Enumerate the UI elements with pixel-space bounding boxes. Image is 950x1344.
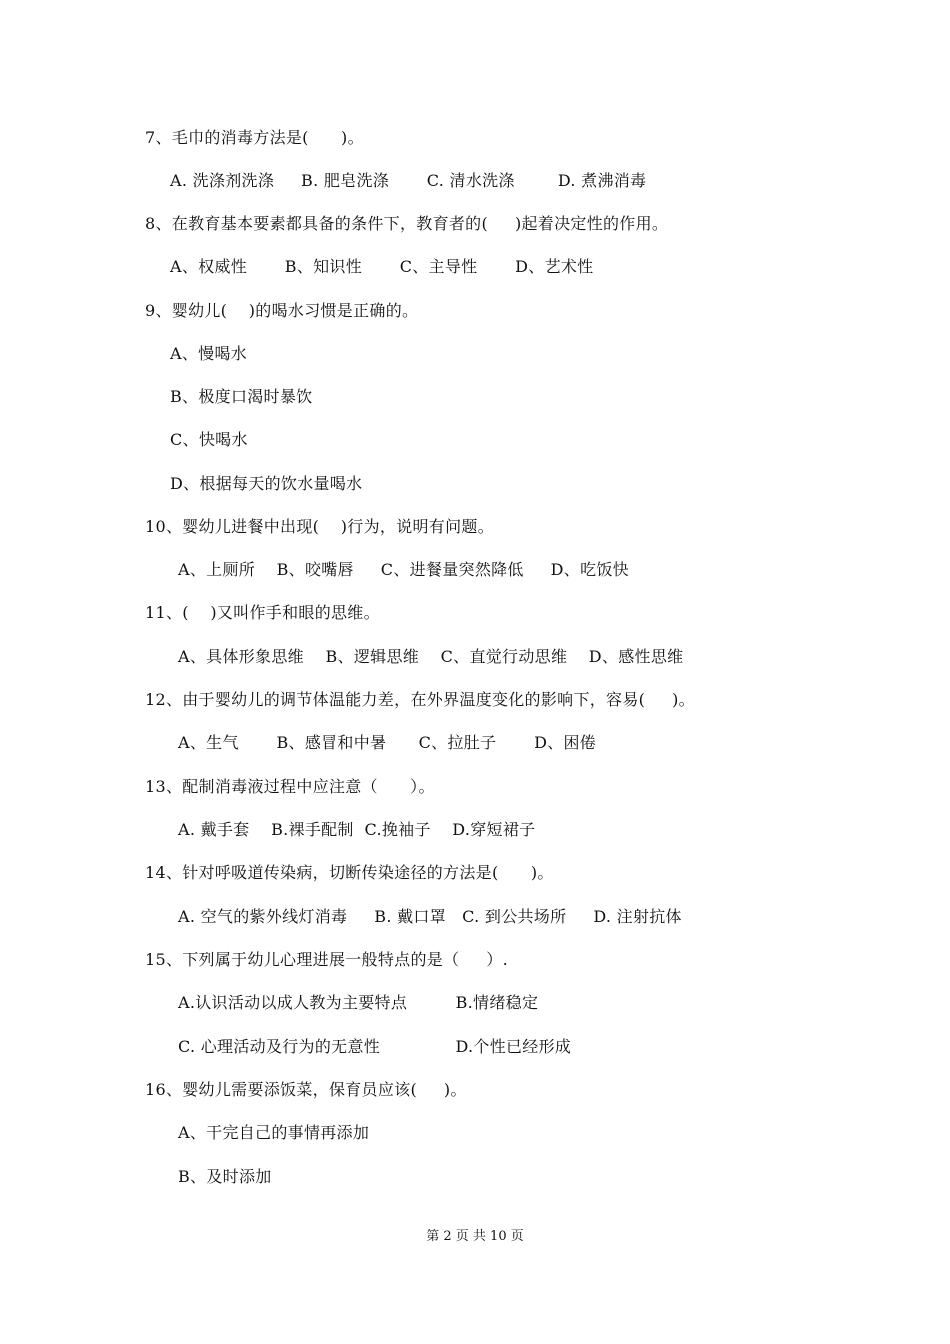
question-10-stem: 10、婴幼儿进餐中出现( )行为，说明有问题。 [145,517,494,536]
question-12-options: A、生气 B、感冒和中暑 C、拉肚子 D、困倦 [178,733,597,752]
question-16-option-a: A、干完自己的事情再添加 [178,1123,370,1142]
question-7-options: A. 洗涤剂洗涤 B. 肥皂洗涤 C. 清水洗涤 D. 煮沸消毒 [170,171,647,190]
question-15-options-cd: C. 心理活动及行为的无意性 D.个性已经形成 [178,1037,572,1056]
question-11-stem: 11、( )又叫作手和眼的思维。 [145,603,380,622]
question-10-options: A、上厕所 B、咬嘴唇 C、进餐量突然降低 D、吃饭快 [178,560,629,579]
question-16-stem: 16、婴幼儿需要添饭菜，保育员应该( )。 [145,1080,467,1099]
question-9-option-c: C、快喝水 [170,430,248,449]
question-12-stem: 12、由于婴幼儿的调节体温能力差，在外界温度变化的影响下，容易( )。 [145,690,695,709]
question-8-options: A、权威性 B、知识性 C、主导性 D、艺术性 [170,257,594,276]
question-9-stem: 9、婴幼儿( )的喝水习惯是正确的。 [145,301,419,320]
question-14-stem: 14、针对呼吸道传染病，切断传染途径的方法是( )。 [145,863,554,882]
question-8-stem: 8、在教育基本要素都具备的条件下，教育者的( )起着决定性的作用。 [145,214,669,233]
question-7-stem: 7、毛巾的消毒方法是( )。 [145,128,364,147]
question-11-options: A、具体形象思维 B、逻辑思维 C、直觉行动思维 D、感性思维 [178,647,684,666]
page-number-footer: 第 2 页 共 10 页 [426,1229,524,1244]
question-16-option-b: B、及时添加 [178,1167,272,1186]
question-13-stem: 13、配制消毒液过程中应注意（ ）。 [145,777,435,796]
question-9-option-d: D、根据每天的饮水量喝水 [170,474,363,493]
question-15-options-ab: A.认识活动以成人教为主要特点 B.情绪稳定 [178,993,539,1012]
question-13-options: A. 戴手套 B.裸手配制 C.挽袖子 D.穿短裙子 [178,820,536,839]
question-15-stem: 15、下列属于幼儿心理进展一般特点的是（ ）. [145,950,508,969]
question-9-option-a: A、慢喝水 [170,344,248,363]
question-14-options: A. 空气的紫外线灯消毒 B. 戴口罩 C. 到公共场所 D. 注射抗体 [178,907,682,926]
question-9-option-b: B、极度口渴时暴饮 [170,387,313,406]
